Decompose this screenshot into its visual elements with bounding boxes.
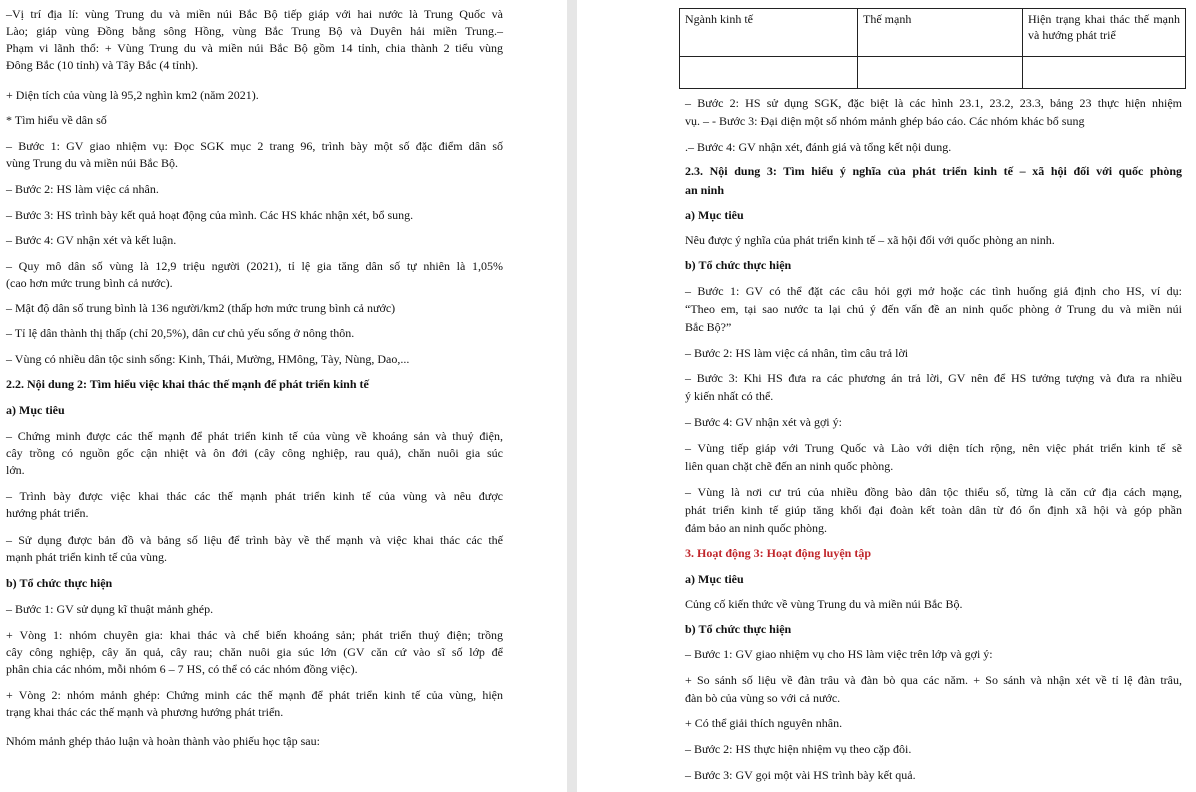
right-page-text-line-24: b) Tổ chức thực hiện: [685, 622, 792, 636]
right-page-text-line-4: 2.3. Nội dung 3: Tìm hiểu ý nghĩa của phát triển kinh tế – xã hội đối với quốc phòng: [685, 164, 1182, 178]
right-page-text-line-11: Bắc Bộ?”: [685, 320, 732, 334]
right-page-text-line-14: ý kiến nhất có thể.: [685, 389, 774, 403]
left-page-text-line-33: Nhóm mảnh ghép thảo luận và hoàn thành vào phiếu học tập sau:: [6, 734, 320, 748]
right-page-text-line-25: – Bước 1: GV giao nhiệm vụ cho HS làm việc trên lớp và gợi ý:: [685, 647, 993, 661]
left-page-text-line-4: Đông Bắc (10 tỉnh) và Tây Bắc (4 tỉnh).: [6, 58, 199, 72]
left-page-text-line-20: cây trồng có nguồn gốc cận nhiệt và ôn đới (cây công nghiệp, rau quả), chăn nuôi gia súc: [6, 446, 503, 460]
right-page-text-line-9: – Bước 1: GV có thể đặt các câu hỏi gợi mở hoặc các tình huống giả định cho HS, ví dụ:: [685, 284, 1182, 298]
left-page-text-line-3: Phạm vi lãnh thổ: + Vùng Trung du và miền núi Bắc Bộ gồm 14 tỉnh, chia thành 2 tiểu vùng: [6, 41, 503, 55]
right-page-text-line-10: “Theo em, tại sao nước ta lại chú ý đến vấn đề an ninh quốc phòng ở Trung du và miền núi: [685, 302, 1182, 316]
right-page-text-line-21: 3. Hoạt động 3: Hoạt động luyện tập: [685, 546, 872, 560]
right-page-text-line-15: – Bước 4: GV nhận xét và gợi ý:: [685, 415, 842, 429]
left-page-text-line-5: + Diện tích của vùng là 95,2 nghìn km2 (năm 2021).: [6, 88, 259, 102]
left-page-text-line-30: phân chia các nhóm, mỗi nhóm 6 – 7 HS, có thể có các nhóm đồng việc).: [6, 662, 358, 676]
table-cell: [680, 57, 858, 89]
table-cell: [1023, 57, 1186, 89]
right-page-text-line-17: liên quan chặt chẽ đến an ninh quốc phòng.: [685, 459, 894, 473]
left-page-text-line-26: b) Tổ chức thực hiện: [6, 576, 113, 590]
left-page-text-line-6: * Tìm hiểu về dân số: [6, 113, 107, 127]
right-page-text-line-8: b) Tổ chức thực hiện: [685, 258, 792, 272]
table-header-cell: Ngành kinh tế: [680, 9, 858, 57]
right-page-text-line-7: Nêu được ý nghĩa của phát triển kinh tế – xã hội đối với quốc phòng an ninh.: [685, 233, 1055, 247]
left-page-text-line-21: lớn.: [6, 463, 25, 477]
table-header-cell: Thế mạnh: [858, 9, 1023, 57]
right-page-text-line-3: .– Bước 4: GV nhận xét, đánh giá và tổng kết nội dung.: [685, 140, 952, 154]
left-page-text-line-25: mạnh phát triển kinh tế của vùng.: [6, 550, 167, 564]
right-page-text-line-29: – Bước 2: HS thực hiện nhiệm vụ theo cặp đôi.: [685, 742, 912, 756]
right-page-text-line-16: – Vùng tiếp giáp với Trung Quốc và Lào với diện tích rộng, nên việc phát triển kinh tế sẽ: [685, 441, 1182, 455]
left-page-text-line-8: vùng Trung du và miền núi Bắc Bộ.: [6, 156, 179, 170]
left-page-text-line-18: a) Mục tiêu: [6, 403, 65, 417]
left-page-text-line-23: hướng phát triển.: [6, 506, 89, 520]
left-page-text-line-1: –Vị trí địa lí: vùng Trung du và miền núi Bắc Bộ tiếp giáp với hai nước là Trung Quốc và: [6, 7, 503, 21]
left-page-text-line-7: – Bước 1: GV giao nhiệm vụ: Đọc SGK mục 2 trang 96, trình bày một số đặc điểm dân số: [6, 139, 503, 153]
right-page-text-line-5: an ninh: [685, 183, 725, 197]
left-page-text-line-32: trạng khai thác các thế mạnh và phương hướng phát triển.: [6, 705, 284, 719]
left-page-text-line-17: 2.2. Nội dung 2: Tìm hiểu việc khai thác thế mạnh để phát triển kinh tế: [6, 377, 369, 391]
table-header-cell: Hiện trạng khai thác thế mạnh và hướng phát triể: [1023, 9, 1186, 57]
left-page-text-line-29: cây công nghiệp, cây ăn quả, cây rau; chăn nuôi gia súc lớn (GV căn cứ vào sĩ số lớp để: [6, 645, 503, 659]
left-page: [0, 0, 567, 792]
left-page-text-line-14: – Mật độ dân số trung bình là 136 người/km2 (thấp hơn mức trung bình cả nước): [6, 301, 396, 315]
right-page-text-line-18: – Vùng là nơi cư trú của nhiều đồng bào dân tộc thiểu số, từng là căn cứ địa cách mạng,: [685, 485, 1182, 499]
left-page-text-line-31: + Vòng 2: nhóm mảnh ghép: Chứng minh các thế mạnh để phát triển kinh tế của vùng, hiện: [6, 688, 503, 702]
right-page-text-line-22: a) Mục tiêu: [685, 572, 744, 586]
right-page: [577, 0, 1196, 792]
left-page-text-line-10: – Bước 3: HS trình bày kết quả hoạt động của mình. Các HS khác nhận xét, bổ sung.: [6, 208, 414, 222]
left-page-text-line-19: – Chứng minh được các thế mạnh để phát triển kinh tế của vùng về khoáng sản và thuỷ điện,: [6, 429, 503, 443]
left-page-text-line-13: (cao hơn mức trung bình cả nước).: [6, 276, 173, 290]
left-page-text-line-9: – Bước 2: HS làm việc cá nhân.: [6, 182, 159, 196]
right-page-text-line-13: – Bước 3: Khi HS đưa ra các phương án trả lời, GV nên để HS tưởng tượng và đưa ra nhiều: [685, 371, 1182, 385]
right-page-text-line-28: + Có thể giải thích nguyên nhân.: [685, 716, 843, 730]
left-page-text-line-22: – Trình bày được việc khai thác các thế mạnh phát triển kinh tế của vùng và nêu được: [6, 489, 503, 503]
right-page-text-line-12: – Bước 2: HS làm việc cá nhân, tìm câu trả lời: [685, 346, 909, 360]
left-page-text-line-15: – Tỉ lệ dân thành thị thấp (chỉ 20,5%), dân cư chủ yếu sống ở nông thôn.: [6, 326, 355, 340]
left-page-text-line-12: – Quy mô dân số vùng là 12,9 triệu người (2021), tỉ lệ gia tăng dân số tự nhiên là 1,05%: [6, 259, 503, 273]
right-page-text-line-19: phát triển kinh tế giúp tăng khối đại đoàn kết toàn dân từ đó ổn định xã hội và góp phần: [685, 503, 1182, 517]
table-cell: [858, 57, 1023, 89]
worksheet-table: [679, 8, 1186, 89]
right-page-text-line-30: – Bước 3: GV gọi một vài HS trình bày kết quả.: [685, 768, 916, 782]
left-page-text-line-28: + Vòng 1: nhóm chuyên gia: khai thác và chế biến khoáng sản; phát triển thuỷ điện; trồng: [6, 628, 503, 642]
left-page-text-line-24: – Sử dụng được bản đồ và bảng số liệu để trình bày về thế mạnh và việc khai thác các thế: [6, 533, 503, 547]
right-page-text-line-23: Củng cố kiến thức về vùng Trung du và miền núi Bắc Bộ.: [685, 597, 963, 611]
left-page-text-line-11: – Bước 4: GV nhận xét và kết luận.: [6, 233, 177, 247]
table-header-row: [680, 9, 1186, 57]
left-page-text-line-16: – Vùng có nhiều dân tộc sinh sống: Kinh, Thái, Mường, HMông, Tày, Nùng, Dao,...: [6, 352, 410, 366]
right-page-text-line-1: – Bước 2: HS sử dụng SGK, đặc biệt là các hình 23.1, 23.2, 23.3, bảng 23 thực hiện nhiệm: [685, 96, 1182, 110]
table-row: [680, 57, 1186, 89]
right-page-text-line-27: đàn bò của vùng so với cả nước.: [685, 691, 841, 705]
left-page-text-line-27: – Bước 1: GV sử dụng kĩ thuật mảnh ghép.: [6, 602, 214, 616]
left-page-text-line-2: Lào; giáp vùng Đồng bằng sông Hồng, vùng Bắc Trung Bộ và Duyên hải miền Trung.–: [6, 24, 503, 38]
right-page-text-line-2: vụ. – - Bước 3: Đại diện một số nhóm mảnh ghép báo cáo. Các nhóm khác bổ sung: [685, 114, 1085, 128]
right-page-text-line-26: + So sánh số liệu về đàn trâu và đàn bò qua các năm. + So sánh và nhận xét về tỉ lệ đàn trâu,: [685, 673, 1182, 687]
right-page-text-line-6: a) Mục tiêu: [685, 208, 744, 222]
right-page-text-line-20: đảm bảo an ninh quốc phòng.: [685, 521, 827, 535]
